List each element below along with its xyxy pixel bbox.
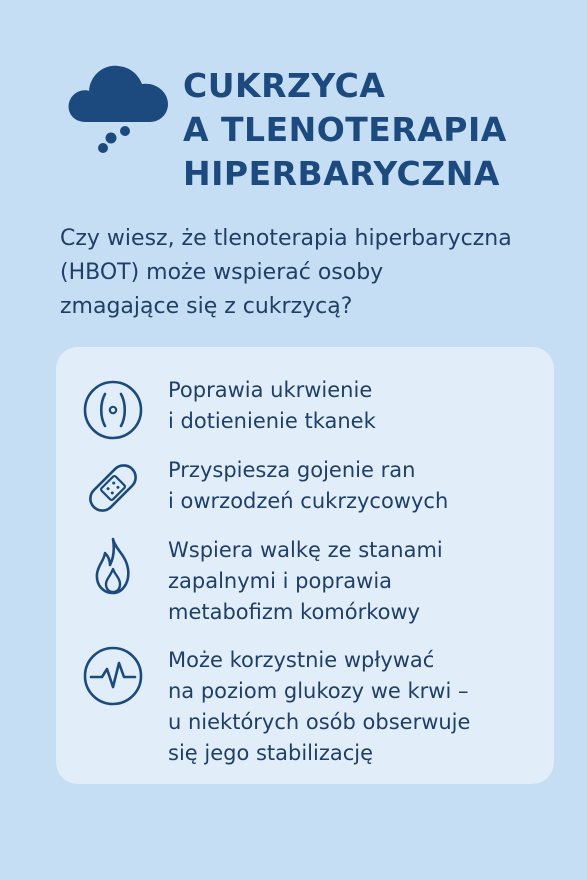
benefit-text bbox=[168, 645, 538, 769]
blood-vessel-icon bbox=[82, 379, 144, 441]
cloud-with-droplets-icon bbox=[64, 58, 170, 158]
benefit-line: Może korzystnie wpływać bbox=[168, 648, 435, 672]
benefit-line: i dotienienie tkanek bbox=[168, 409, 376, 433]
intro-line: zmagające się z cukrzycą? bbox=[60, 294, 353, 319]
flame-icon bbox=[82, 535, 144, 597]
benefit-text bbox=[168, 535, 538, 628]
intro-question bbox=[60, 222, 560, 324]
benefit-line: Wspiera walkę ze stanami bbox=[168, 538, 443, 562]
benefits-card bbox=[56, 347, 554, 784]
intro-line: Czy wiesz, że tlenoterapia hiperbaryczna bbox=[60, 226, 512, 251]
header bbox=[0, 0, 587, 210]
benefit-line: się jego stabilizację bbox=[168, 741, 374, 765]
benefit-line: u niektórych osób obserwuje bbox=[168, 710, 471, 734]
benefit-text bbox=[168, 375, 538, 437]
benefit-line: zapalnymi i poprawia bbox=[168, 569, 393, 593]
page-title bbox=[183, 64, 507, 196]
bandage-icon bbox=[82, 457, 144, 519]
title-line: HIPERBARYCZNA bbox=[183, 154, 500, 193]
benefit-line: i owrzodzeń cukrzycowych bbox=[168, 489, 449, 513]
heartbeat-pulse-icon bbox=[82, 645, 144, 707]
benefit-text bbox=[168, 455, 538, 517]
benefit-line: na poziom glukozy we krwi – bbox=[168, 679, 469, 703]
title-line: CUKRZYCA bbox=[183, 66, 386, 105]
title-line: A TLENOTERAPIA bbox=[183, 110, 507, 149]
benefit-line: metabofizm komórkowy bbox=[168, 600, 421, 624]
benefit-line: Poprawia ukrwienie bbox=[168, 378, 373, 402]
intro-line: (HBOT) może wspierać osoby bbox=[60, 260, 384, 285]
benefit-line: Przyspiesza gojenie ran bbox=[168, 458, 416, 482]
